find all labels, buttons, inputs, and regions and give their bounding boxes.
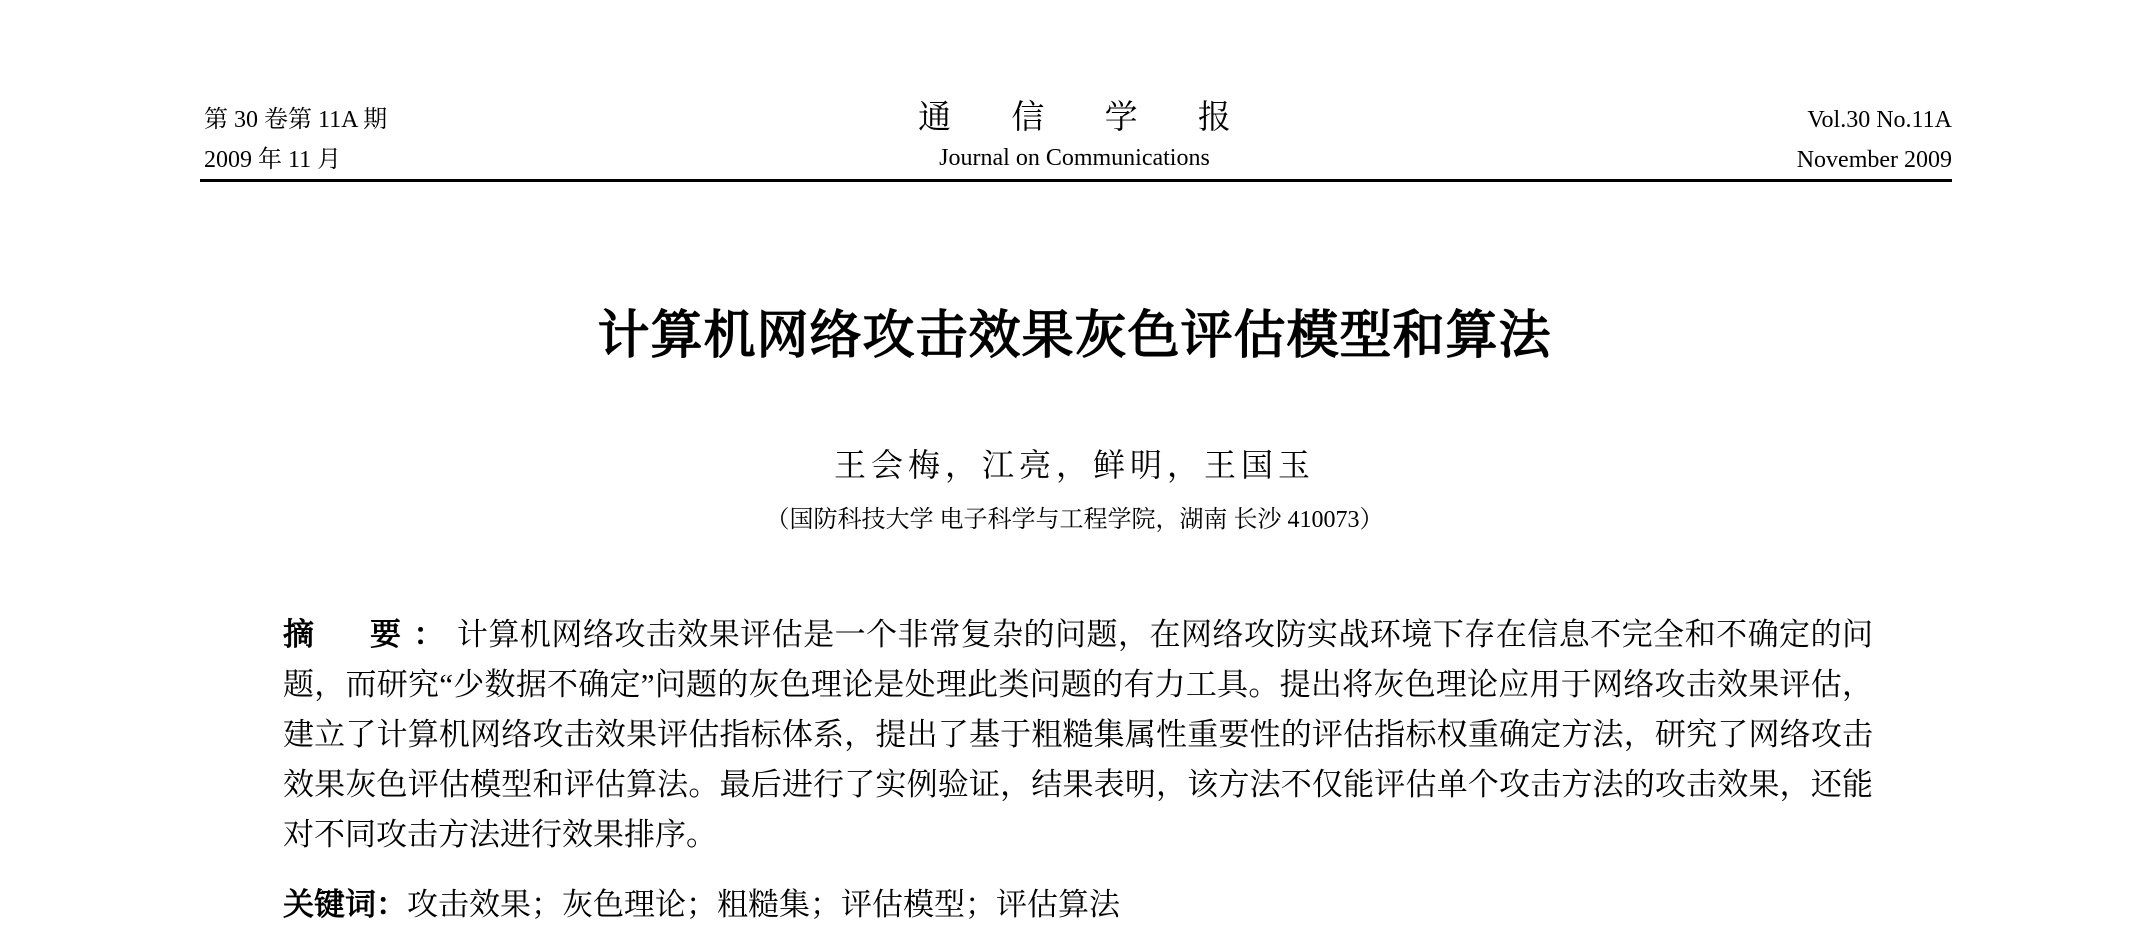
affiliation: （国防科技大学 电子科学与工程学院，湖南 长沙 410073） <box>765 507 1384 533</box>
keywords-text: 攻击效果；灰色理论；粗糙集；评估模型；评估算法 <box>407 887 1120 922</box>
publication-date-en: November 2009 <box>1796 147 1952 173</box>
paper-title: 计算机网络攻击效果灰色评估模型和算法 <box>597 306 1552 366</box>
header-right <box>1797 100 1952 180</box>
keywords-label: 关键词： <box>283 887 407 923</box>
journal-title-en: Journal on Communications <box>939 145 1210 171</box>
keywords <box>283 880 1873 930</box>
abstract-label: 摘 要： <box>283 617 457 653</box>
volume-issue-en: Vol.30 No.11A <box>1807 107 1952 133</box>
volume-issue: 第 30 卷第 11A 期 <box>204 107 388 133</box>
publication-date-cn: 2009 年 11 月 <box>204 147 342 173</box>
journal-title-cn: 通 信 学 报 <box>918 100 1257 136</box>
abstract <box>283 610 1873 860</box>
author-list: 王会梅，江亮，鲜明，王国玉 <box>833 447 1315 483</box>
abstract-text: 计算机网络攻击效果评估是一个非常复杂的问题，在网络攻防实战环境下存在信息不完全和不确定的问题，而研究“少数据不确定”问题的灰色理论是处理此类问题的有力工具。提出将灰色理论应用于网络攻击效果评估，建立了计算机网络攻击效果评估指标体系，提出了基于粗糙集属性重要性的评估指标权重确定方法，研究了网络攻击效果灰色评估模型和评估算法。最后进行了实例验证，结果表明，该方法不仅能评估单个攻击方法的攻击效果，还能对不同攻击方法进行效果排序。 <box>283 617 1874 852</box>
header-rule <box>200 179 1952 182</box>
